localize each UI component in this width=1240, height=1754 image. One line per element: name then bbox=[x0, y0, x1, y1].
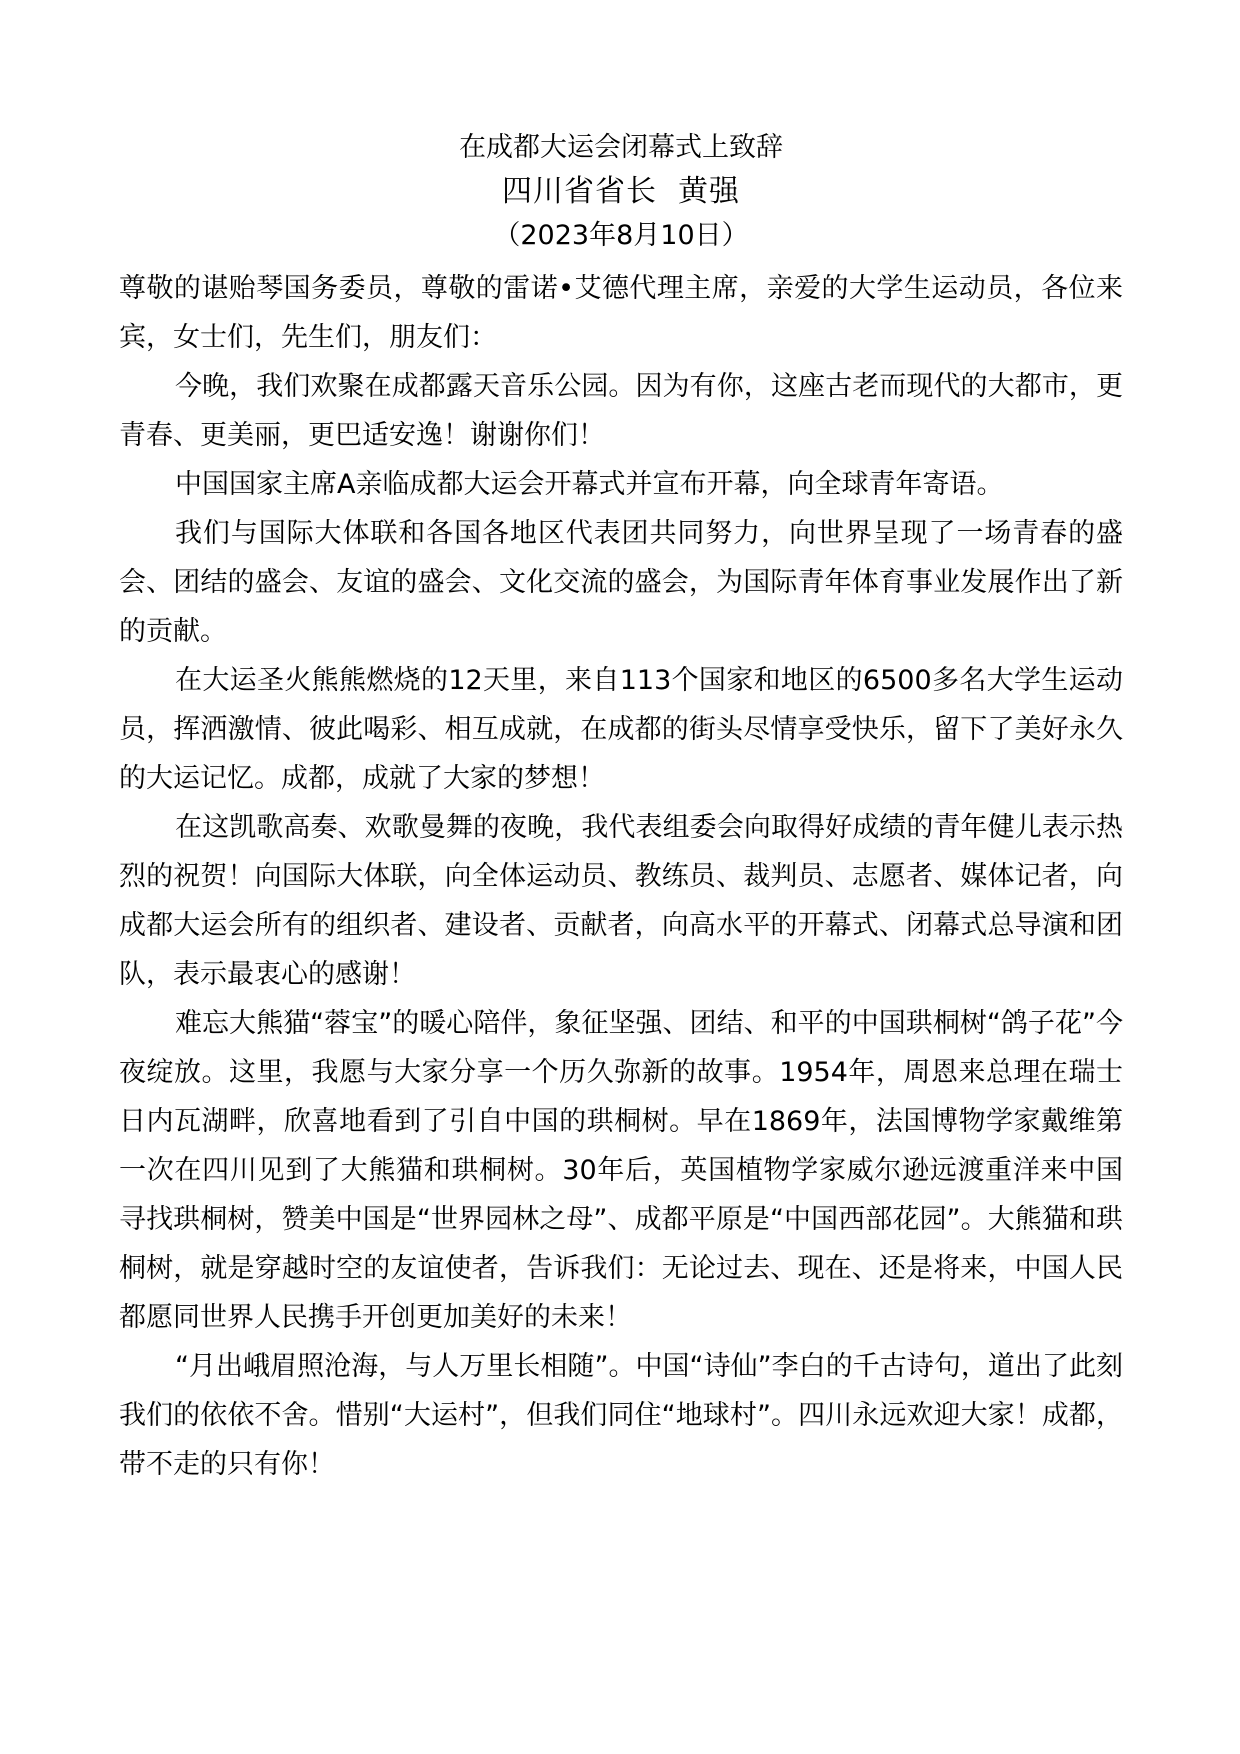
document-page bbox=[119, 128, 1123, 1489]
paragraph: 中国国家主席A亲临成都大运会开幕式并宣布开幕，向全球青年寄语。 bbox=[175, 469, 1004, 500]
document-date: （2023年8月10日） bbox=[493, 220, 749, 251]
paragraph: 在大运圣火熊熊燃烧的12天里，来自113个国家和地区的6500多名大学生运动员，挥洒激情、彼此喝彩、相互成就，在成都的街头尽情享受快乐，留下了美好永久的大运记忆。成都，成就了大家的梦想！ bbox=[119, 665, 1123, 794]
paragraph: 在这凯歌高奏、欢歌曼舞的夜晚，我代表组委会向取得好成绩的青年健儿表示热烈的祝贺！向国际大体联，向全体运动员、教练员、裁判员、志愿者、媒体记者，向成都大运会所有的组织者、建设者、贡献者，向高水平的开幕式、闭幕式总导演和团队，表示最衷心的感谢！ bbox=[119, 812, 1123, 990]
document-title: 在成都大运会闭幕式上致辞 bbox=[459, 132, 783, 163]
document-author: 四川省省长 黄强 bbox=[501, 174, 741, 209]
salutation: 尊敬的谌贻琴国务委员，尊敬的雷诺•艾德代理主席，亲爱的大学生运动员，各位来宾，女士们，先生们，朋友们： bbox=[119, 273, 1123, 353]
paragraph: 我们与国际大体联和各国各地区代表团共同努力，向世界呈现了一场青春的盛会、团结的盛会、友谊的盛会、文化交流的盛会，为国际青年体育事业发展作出了新的贡献。 bbox=[119, 518, 1123, 647]
document-body bbox=[119, 264, 1123, 1489]
paragraph: 今晚，我们欢聚在成都露天音乐公园。因为有你，这座古老而现代的大都市，更青春、更美丽，更巴适安逸！谢谢你们！ bbox=[119, 371, 1123, 451]
paragraph: “月出峨眉照沧海，与人万里长相随”。中国“诗仙”李白的千古诗句，道出了此刻我们的依依不舍。惜别“大运村”，但我们同住“地球村”。四川永远欢迎大家！成都，带不走的只有你！ bbox=[119, 1351, 1123, 1480]
title-block bbox=[119, 128, 1123, 256]
paragraph: 难忘大熊猫“蓉宝”的暖心陪伴，象征坚强、团结、和平的中国珙桐树“鸽子花”今夜绽放。这里，我愿与大家分享一个历久弥新的故事。1954年，周恩来总理在瑞士日内瓦湖畔，欣喜地看到了引自中国的珙桐树。早在1869年，法国博物学家戴维第一次在四川见到了大熊猫和珙桐树。30年后，英国植物学家威尔逊远渡重洋来中国寻找珙桐树，赞美中国是“世界园林之母”、成都平原是“中国西部花园”。大熊猫和珙桐树，就是穿越时空的友谊使者，告诉我们：无论过去、现在、还是将来，中国人民都愿同世界人民携手开创更加美好的未来！ bbox=[119, 1008, 1123, 1333]
